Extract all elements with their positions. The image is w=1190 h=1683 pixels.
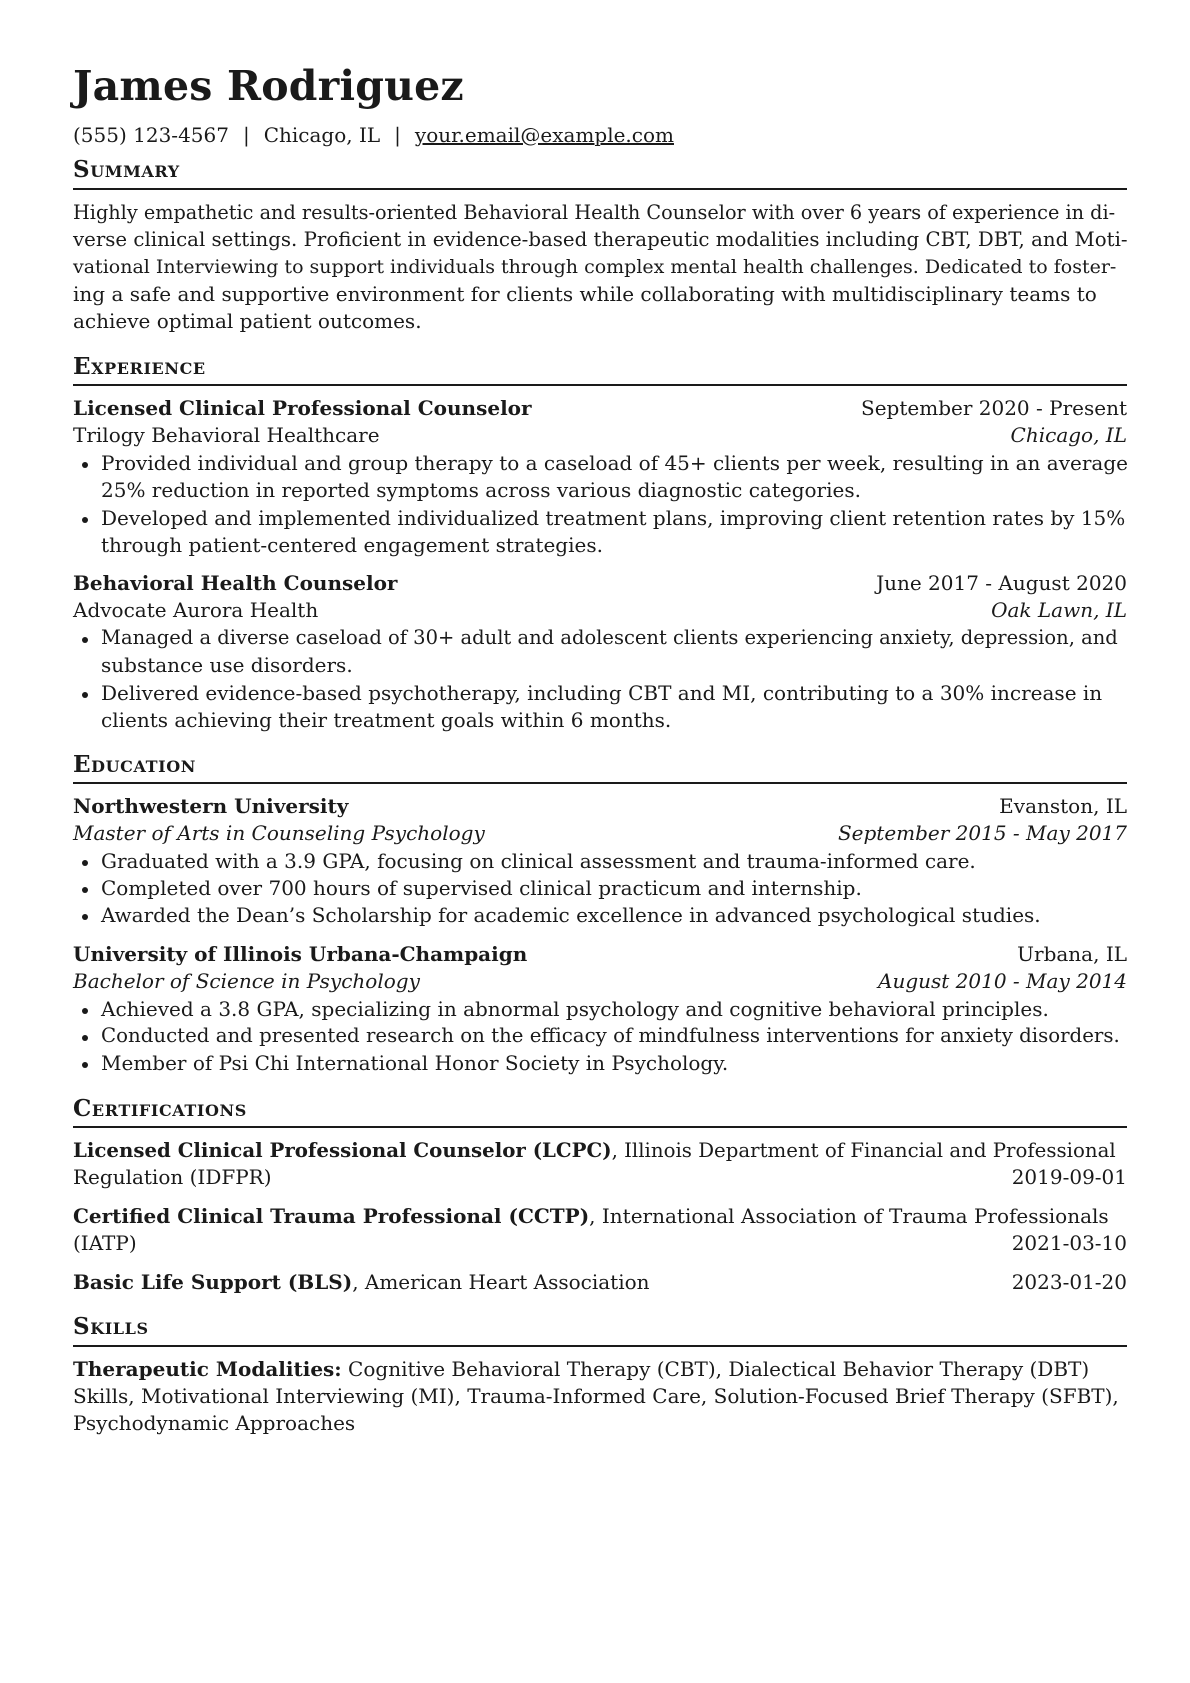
school-location: Evanston, IL — [999, 794, 1127, 818]
experience-rule — [73, 384, 1127, 386]
degree-line — [73, 818, 1127, 848]
bullet-dot — [82, 692, 88, 698]
school-location: Urbana, IL — [1017, 942, 1127, 966]
bullet-text: through patient-centered engagement strategies. — [101, 533, 603, 557]
school-name: Northwestern University — [73, 794, 349, 818]
degree: Bachelor of Science in Psychology — [73, 969, 420, 993]
bullet-text: Graduated with a 3.9 GPA, focusing on clinical assessment and trauma-informed care. — [101, 849, 976, 873]
education-rule — [73, 782, 1127, 784]
bullet-text: Delivered evidence-based psychotherapy, including CBT and MI, contributing to a 30% increase in — [101, 681, 1103, 705]
cert-issuer: , International Association of Trauma Professionals — [589, 1204, 1109, 1228]
phone: (555) 123-4567 — [73, 123, 229, 147]
job-dates: September 2020 - Present — [861, 396, 1127, 420]
bullet-text: Member of Psi Chi International Honor Society in Psychology. — [101, 1051, 729, 1075]
job-dates: June 2017 - August 2020 — [876, 571, 1127, 595]
cert-line — [73, 1228, 1127, 1258]
skills-rule — [73, 1345, 1127, 1347]
bullet-text: Managed a diverse caseload of 30+ adult and adolescent clients experiencing anxiety, depression, and — [101, 626, 1118, 649]
bullet-text: Conducted and presented research on the efficacy of mindfulness interventions for anxiety disorders. — [101, 1024, 1120, 1047]
skills-text: Cognitive Behavioral Therapy (CBT), Dialectical Behavior Therapy (DBT) — [341, 1357, 1090, 1381]
skills-label: Therapeutic Modalities: — [73, 1357, 342, 1381]
degree-dates: September 2015 - May 2017 — [837, 821, 1127, 845]
cert-line — [73, 1267, 1127, 1297]
bullet-text: Achieved a 3.8 GPA, specializing in abnormal psychology and cognitive behavioral principles. — [101, 997, 1049, 1021]
cert-name: Certified Clinical Trauma Professional (CCTP) — [73, 1204, 590, 1228]
cert-name: Licensed Clinical Professional Counselor (LCPC) — [73, 1138, 612, 1162]
experience-heading: Experience — [73, 353, 206, 380]
bullet-dot — [82, 887, 88, 893]
summary-line: achieve optimal patient outcomes. — [73, 309, 422, 333]
summary-line: ing a safe and supportive environment for clients while collaborating with multidisciplinary teams to — [73, 282, 1097, 306]
skills-line — [73, 1354, 1127, 1384]
contact-line — [73, 120, 674, 150]
job-location: Oak Lawn, IL — [991, 598, 1127, 622]
cert-issuer: , Illinois Department of Financial and Professional — [611, 1139, 1116, 1162]
bullet-dot — [82, 1062, 88, 1068]
job-header — [73, 393, 1127, 423]
email-link[interactable]: your.email@example.com — [414, 123, 674, 147]
bullet-text: Provided individual and group therapy to a caseload of 45+ clients per week, resulting in an average — [101, 451, 1128, 475]
cert-name: Basic Life Support (BLS) — [73, 1270, 353, 1294]
cert-date: 2021-03-10 — [1011, 1231, 1127, 1255]
skills-line: Skills, Motivational Interviewing (MI), Trauma-Informed Care, Solution-Focused Brief Therapy (SFBT), — [73, 1384, 1119, 1408]
cert-date: 2023-01-20 — [1011, 1270, 1127, 1294]
candidate-name: James Rodriguez — [73, 62, 464, 110]
skills-heading: Skills — [73, 1313, 149, 1340]
bullet-text: clients achieving their treatment goals within 6 months. — [101, 708, 672, 732]
summary-line: verse clinical settings. Proficient in evidence-based therapeutic modalities including CBT, DBT, and Moti- — [73, 228, 1128, 251]
location: Chicago, IL — [263, 123, 381, 147]
job-org: Trilogy Behavioral Healthcare — [73, 423, 380, 447]
cert-issuer: Regulation (IDFPR) — [73, 1165, 272, 1189]
job-org-line — [73, 420, 1127, 450]
school-name: University of Illinois Urbana-Champaign — [73, 942, 528, 966]
bullet-dot — [82, 517, 88, 523]
job-org-line — [73, 595, 1127, 625]
skills-line: Psychodynamic Approaches — [73, 1411, 356, 1435]
job-org: Advocate Aurora Health — [73, 598, 319, 622]
bullet-dot — [82, 1035, 88, 1041]
cert-line — [73, 1135, 1127, 1165]
bullet-dot — [82, 1008, 88, 1014]
summary-heading: Summary — [73, 156, 180, 183]
summary-rule — [73, 188, 1127, 190]
bullet-dot — [82, 914, 88, 920]
degree: Master of Arts in Counseling Psychology — [73, 821, 485, 845]
school-header — [73, 939, 1127, 969]
cert-line — [73, 1201, 1127, 1231]
degree-line — [73, 966, 1127, 996]
bullet-dot — [82, 860, 88, 866]
bullet-text: substance use disorders. — [101, 653, 353, 677]
bullet-text: Completed over 700 hours of supervised clinical practicum and internship. — [101, 876, 862, 900]
bullet-dot — [82, 637, 88, 643]
bullet-dot — [82, 462, 88, 468]
certifications-rule — [73, 1126, 1127, 1128]
cert-date: 2019-09-01 — [1011, 1165, 1127, 1189]
bullet-text: Developed and implemented individualized treatment plans, improving client retention rates by 15% — [101, 506, 1126, 530]
separator: | — [242, 123, 250, 147]
separator: | — [394, 123, 401, 147]
cert-issuer: , American Heart Association — [352, 1270, 650, 1294]
cert-issuer: (IATP) — [73, 1231, 137, 1255]
summary-line: Highly empathetic and results-oriented Behavioral Health Counselor with over 6 years of experience in di- — [73, 201, 1116, 224]
job-role: Behavioral Health Counselor — [73, 571, 398, 595]
job-header — [73, 568, 1127, 598]
bullet-text: Awarded the Dean’s Scholarship for academic excellence in advanced psychological studies. — [101, 903, 1041, 927]
job-role: Licensed Clinical Professional Counselor — [73, 396, 532, 420]
school-header — [73, 791, 1127, 821]
education-heading: Education — [73, 751, 196, 778]
summary-line: vational Interviewing to support individuals through complex mental health challenges. Dedicated to foster- — [73, 256, 1117, 278]
degree-dates: August 2010 - May 2014 — [878, 969, 1127, 993]
certifications-heading: Certifications — [73, 1095, 247, 1122]
bullet-text: 25% reduction in reported symptoms across various diagnostic categories. — [101, 478, 861, 502]
job-location: Chicago, IL — [1010, 423, 1127, 447]
cert-line — [73, 1162, 1127, 1192]
